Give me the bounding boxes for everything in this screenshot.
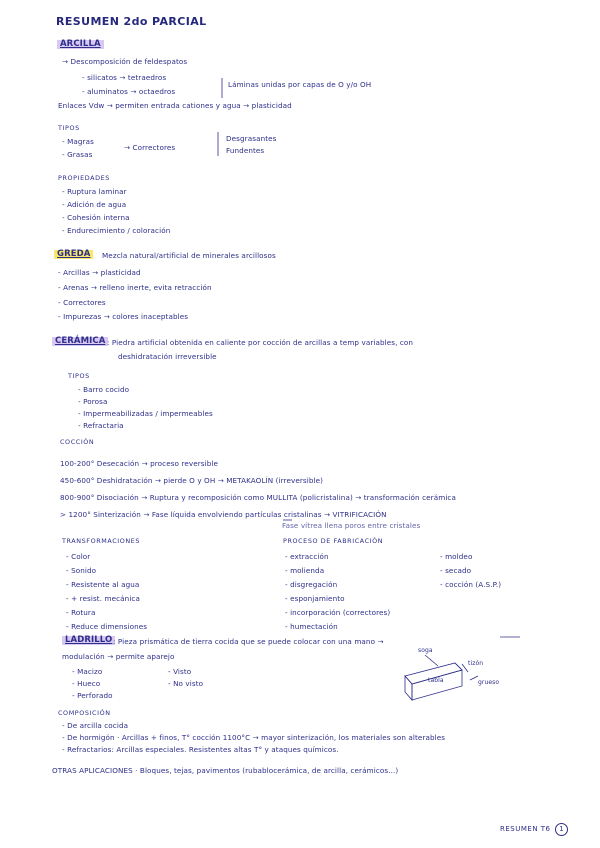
arcilla-heading: ARCILLA bbox=[57, 40, 104, 49]
list-item: - humectación bbox=[285, 622, 338, 631]
text-line: - aluminatos → octaedros bbox=[82, 87, 176, 96]
section-label: COCCIÓN bbox=[60, 438, 95, 446]
text-line: : Pieza prismática de tierra cocida que se puede colocar con una mano → bbox=[113, 637, 384, 646]
list-item: - No visto bbox=[168, 679, 204, 688]
list-item: - Ruptura laminar bbox=[62, 187, 127, 196]
text-line: OTRAS APLICACIONES · Bloques, tejas, pavimentos (rubablocerámica, de arcilla, cerámicos...) bbox=[52, 766, 399, 775]
list-item: - Macizo bbox=[72, 667, 103, 676]
list-item: - secado bbox=[440, 566, 472, 575]
list-item: - Magras bbox=[62, 137, 94, 146]
greda-heading: GREDA bbox=[54, 250, 93, 259]
text-line: 100-200° Desecación → proceso reversible bbox=[60, 459, 219, 468]
brick-face-label: grueso bbox=[478, 679, 500, 686]
list-item: - Perforado bbox=[72, 691, 113, 700]
list-item: Fundentes bbox=[226, 146, 265, 155]
list-item: - Resistente al agua bbox=[66, 580, 140, 589]
list-item: - Sonido bbox=[66, 566, 97, 575]
footer-label: RESUMEN T6 bbox=[500, 825, 551, 833]
text-line: : Piedra artificial obtenida en caliente por cocción de arcillas a temp variables, con bbox=[107, 338, 414, 347]
list-item: - Impermeabilizadas / impermeables bbox=[78, 409, 213, 418]
list-item: - Adición de agua bbox=[62, 200, 127, 209]
section-label: TIPOS bbox=[58, 124, 80, 132]
text-line: Láminas unidas por capas de O y/o OH bbox=[228, 80, 372, 89]
section-label: TRANSFORMACIONES bbox=[62, 537, 141, 545]
brick-face-label: tizón bbox=[468, 660, 484, 667]
page-number: 1 bbox=[555, 823, 568, 836]
list-item: - Cohesión interna bbox=[62, 213, 130, 222]
text-line: Fase vítrea llena poros entre cristales bbox=[282, 521, 421, 530]
list-item: - disgregación bbox=[285, 580, 338, 589]
brick-face-label: soga bbox=[418, 647, 433, 654]
list-item: - Reduce dimensiones bbox=[66, 622, 148, 631]
text-line: 800-900° Disociación → Ruptura y recomposición como MULLITA (policristalina) → transformación cerámica bbox=[60, 493, 456, 502]
list-item: - moldeo bbox=[440, 552, 473, 561]
ladrillo-heading: LADRILLO bbox=[62, 636, 115, 645]
text-line: Mezcla natural/artificial de minerales arcillosos bbox=[102, 251, 276, 260]
page-footer bbox=[500, 823, 568, 836]
text-line: modulación → permite aparejo bbox=[62, 652, 175, 661]
list-item: - extracción bbox=[285, 552, 329, 561]
list-item: - Color bbox=[66, 552, 91, 561]
text-line: - silicatos → tetraedros bbox=[82, 73, 167, 82]
list-item: - Hueco bbox=[72, 679, 101, 688]
list-item: - De hormigón · Arcillas + finos, T° cocción 1100°C → mayor sinterización, los materiales son alterables bbox=[62, 733, 446, 742]
text-line: > 1200° Sinterización → Fase líquida envolviendo partículas cristalinas → VITRIFICACIÓN bbox=[60, 510, 387, 519]
brick-face-label: tabla bbox=[428, 677, 444, 684]
list-item: - Endurecimiento / coloración bbox=[62, 226, 171, 235]
section-label: COMPOSICIÓN bbox=[58, 709, 111, 717]
ceramica-heading: CERÁMICA bbox=[52, 337, 108, 346]
text-line: Enlaces Vdw → permiten entrada cationes y agua → plasticidad bbox=[58, 101, 292, 110]
list-item: - Grasas bbox=[62, 150, 93, 159]
list-item: - Arcillas → plasticidad bbox=[58, 268, 141, 277]
list-item: - Visto bbox=[168, 667, 192, 676]
section-label: PROPIEDADES bbox=[58, 174, 110, 182]
list-item: - Barro cocido bbox=[78, 385, 130, 394]
list-item: - cocción (A.S.P.) bbox=[440, 580, 502, 589]
list-item: Desgrasantes bbox=[226, 134, 277, 143]
list-item: - Arenas → relleno inerte, evita retracción bbox=[58, 283, 212, 292]
text-line: → Descomposición de feldespatos bbox=[62, 57, 188, 66]
section-label: TIPOS bbox=[68, 372, 90, 380]
list-item: - Rotura bbox=[66, 608, 96, 617]
page-title: RESUMEN 2do PARCIAL bbox=[56, 15, 207, 28]
list-item: - molienda bbox=[285, 566, 325, 575]
list-item: - De arcilla cocida bbox=[62, 721, 129, 730]
list-item: - incorporación (correctores) bbox=[285, 608, 391, 617]
list-item: - + resist. mecánica bbox=[66, 594, 140, 603]
list-item: - Correctores bbox=[58, 298, 106, 307]
list-item: - Refractaria bbox=[78, 421, 124, 430]
list-item: - Porosa bbox=[78, 397, 108, 406]
list-item: - Impurezas → colores inaceptables bbox=[58, 312, 189, 321]
text-line: deshidratación irreversible bbox=[118, 352, 217, 361]
list-item: - esponjamiento bbox=[285, 594, 345, 603]
text-line: → Correctores bbox=[124, 143, 176, 152]
list-item: - Refractarios: Arcillas especiales. Resistentes altas T° y ataques químicos. bbox=[62, 745, 339, 754]
section-label: PROCESO DE FABRICACIÓN bbox=[283, 537, 384, 545]
text-line: 450-600° Deshidratación → pierde O y OH → METAKAOLÍN (irreversible) bbox=[60, 476, 324, 485]
